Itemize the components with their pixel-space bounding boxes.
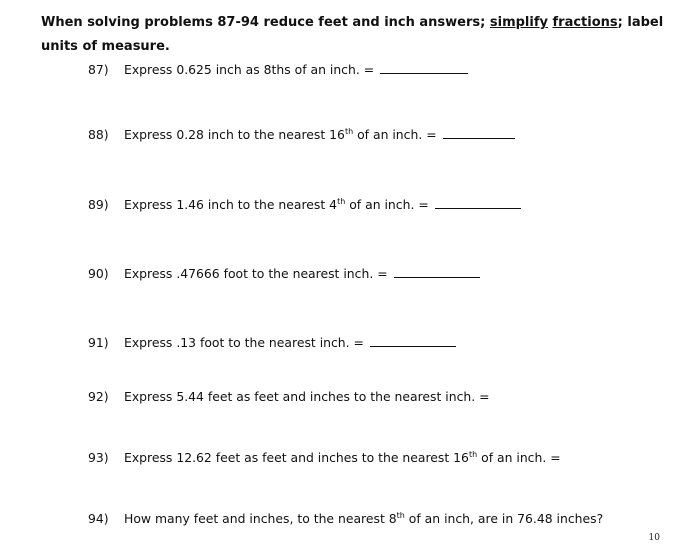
equals-sign: =: [422, 127, 437, 142]
problem-text: Express 12.62 feet as feet and inches to the nearest 16: [124, 450, 469, 465]
problem-text: Express .47666 foot to the nearest inch.: [124, 266, 374, 281]
problem-number: 87): [88, 62, 109, 77]
problem-text-end: of an inch.: [477, 450, 547, 465]
page-number: 10: [648, 533, 660, 543]
ordinal-suffix: th: [396, 511, 405, 520]
answer-blank[interactable]: [435, 207, 521, 209]
problem-text: Express 5.44 feet as feet and inches to the nearest inch.: [124, 389, 476, 404]
equals-sign: =: [349, 335, 364, 350]
equals-sign: =: [546, 450, 561, 465]
equals-sign: =: [475, 389, 490, 404]
problem-number: 91): [88, 335, 109, 350]
problem-number: 92): [88, 389, 109, 404]
problem-89: [88, 197, 521, 213]
problem-number: 93): [88, 450, 109, 465]
problem-number: 90): [88, 266, 109, 281]
problem-text-end: of an inch, are in 76.48 inches?: [404, 511, 604, 526]
problem-number: 88): [88, 127, 109, 142]
ordinal-suffix: th: [468, 450, 478, 459]
problem-text: Express 1.46 inch to the nearest 4: [124, 197, 338, 212]
answer-blank[interactable]: [370, 345, 456, 347]
problem-87: [88, 62, 468, 78]
problem-93: [88, 450, 561, 466]
instructions-heading: [41, 11, 671, 59]
simplify-underlined: simplify: [489, 15, 548, 30]
problem-91: [88, 335, 456, 351]
equals-sign: =: [414, 197, 429, 212]
instructions-text-end: ; label units of measure.: [41, 15, 664, 54]
problem-text: Express 0.625 inch as 8ths of an inch.: [124, 62, 360, 77]
answer-blank[interactable]: [394, 276, 480, 278]
problem-number: 89): [88, 197, 109, 212]
problem-94: [88, 511, 603, 527]
problem-92: [88, 389, 490, 405]
fractions-underlined: fractions: [552, 15, 618, 30]
problem-88: [88, 127, 515, 143]
problem-text: Express .13 foot to the nearest inch.: [124, 335, 350, 350]
problem-number: 94): [88, 511, 109, 526]
equals-sign: =: [373, 266, 388, 281]
instructions-text: When solving problems 87-94 reduce feet and inch answers;: [41, 15, 490, 30]
answer-blank[interactable]: [380, 72, 468, 74]
problem-text: How many feet and inches, to the nearest 8: [124, 511, 397, 526]
problem-text: Express 0.28 inch to the nearest 16: [124, 127, 345, 142]
answer-blank[interactable]: [443, 137, 515, 139]
problem-90: [88, 266, 480, 282]
ordinal-suffix: th: [337, 197, 346, 206]
equals-sign: =: [359, 62, 375, 77]
ordinal-suffix: th: [344, 127, 354, 136]
problem-text-end: of an inch.: [353, 127, 423, 142]
problem-text-end: of an inch.: [345, 197, 415, 212]
